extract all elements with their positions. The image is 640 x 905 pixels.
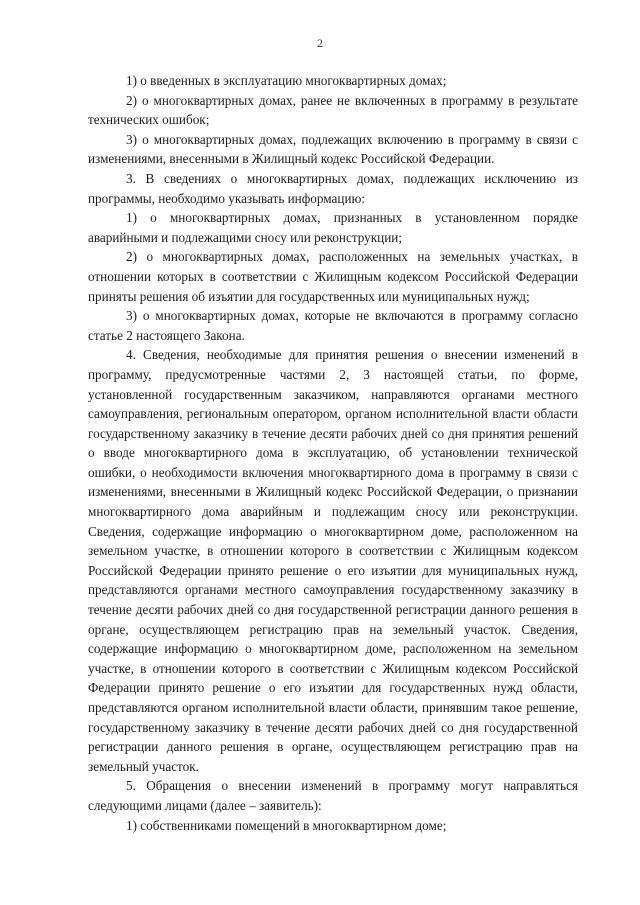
paragraph: 3) о многоквартирных домах, подлежащих включению в программу в связи с изменениями, внесенными в Жилищный кодекс Российской Федерации. <box>88 131 578 167</box>
paragraph: 5. Обращения о внесении изменений в программу могут направляться следующими лицами (далее – заявитель): <box>88 778 578 813</box>
document-body <box>88 71 578 835</box>
paragraph: 3) о многоквартирных домах, которые не включаются в программу согласно статье 2 настоящего Закона. <box>88 308 578 343</box>
paragraph: 1) о введенных в эксплуатацию многоквартирных домах; <box>126 73 447 88</box>
page-number: 2 <box>317 36 323 50</box>
paragraph: 3. В сведениях о многоквартирных домах, подлежащих исключению из программы, необходимо указывать информацию: <box>88 170 578 206</box>
paragraph: 2) о многоквартирных домах, расположенных на земельных участках, в отношении которых в соответствии с Жилищным кодексом Российской Федерации приняты решения об изъятии для государственных или муниципальных нужд; <box>88 249 578 304</box>
paragraph: 1) о многоквартирных домах, признанных в установленном порядке аварийными и подлежащими сносу или реконструкции; <box>88 210 578 245</box>
paragraph: 2) о многоквартирных домах, ранее не включенных в программу в результате технических ошибок; <box>88 92 578 128</box>
paragraph: 4. Сведения, необходимые для принятия решения о внесении изменений в программу, предусмотренные частями 2, 3 настоящей статьи, по форме, установленной государственным заказчиком, направляются органами местного самоуправления, региональным оператором, органом исполнительной власти области государственному заказчику в течение десяти рабочих дней со дня принятия решений о вводе многоквартирного дома в эксплуатацию, об установлении технической ошибки, о необходимости включения многоквартирного дома в программу в связи с изменениями, внесенными в Жилищный кодекс Российской Федерации, о признании многоквартирного дома аварийным и подлежащим сносу или реконструкции. Сведения, содержащие информацию о многоквартирном доме, расположенном на земельном участке, в отношении которого в соответствии с Жилищным кодексом Российской Федерации принято решение о его изъятии для муниципальных нужд, представляются органами местного самоуправления государственному заказчику в течение десяти рабочих дней со дня государственной регистрации данного решения в органе, осуществляющем регистрацию прав на земельный участок. Сведения, содержащие информацию о многоквартирном доме, расположенном на земельном участке, в отношении которого в соответствии с Жилищным кодексом Российской Федерации принято решение о его изъятии для государственных нужд области, представляются органом исполнительной власти области, принявшим такое решение, государственному заказчику в течение десяти рабочих дней со дня государственной регистрации данного решения в органе, осуществляющем регистрацию прав на земельный участок. <box>88 347 578 774</box>
paragraph: 1) собственниками помещений в многоквартирном доме; <box>126 817 447 833</box>
